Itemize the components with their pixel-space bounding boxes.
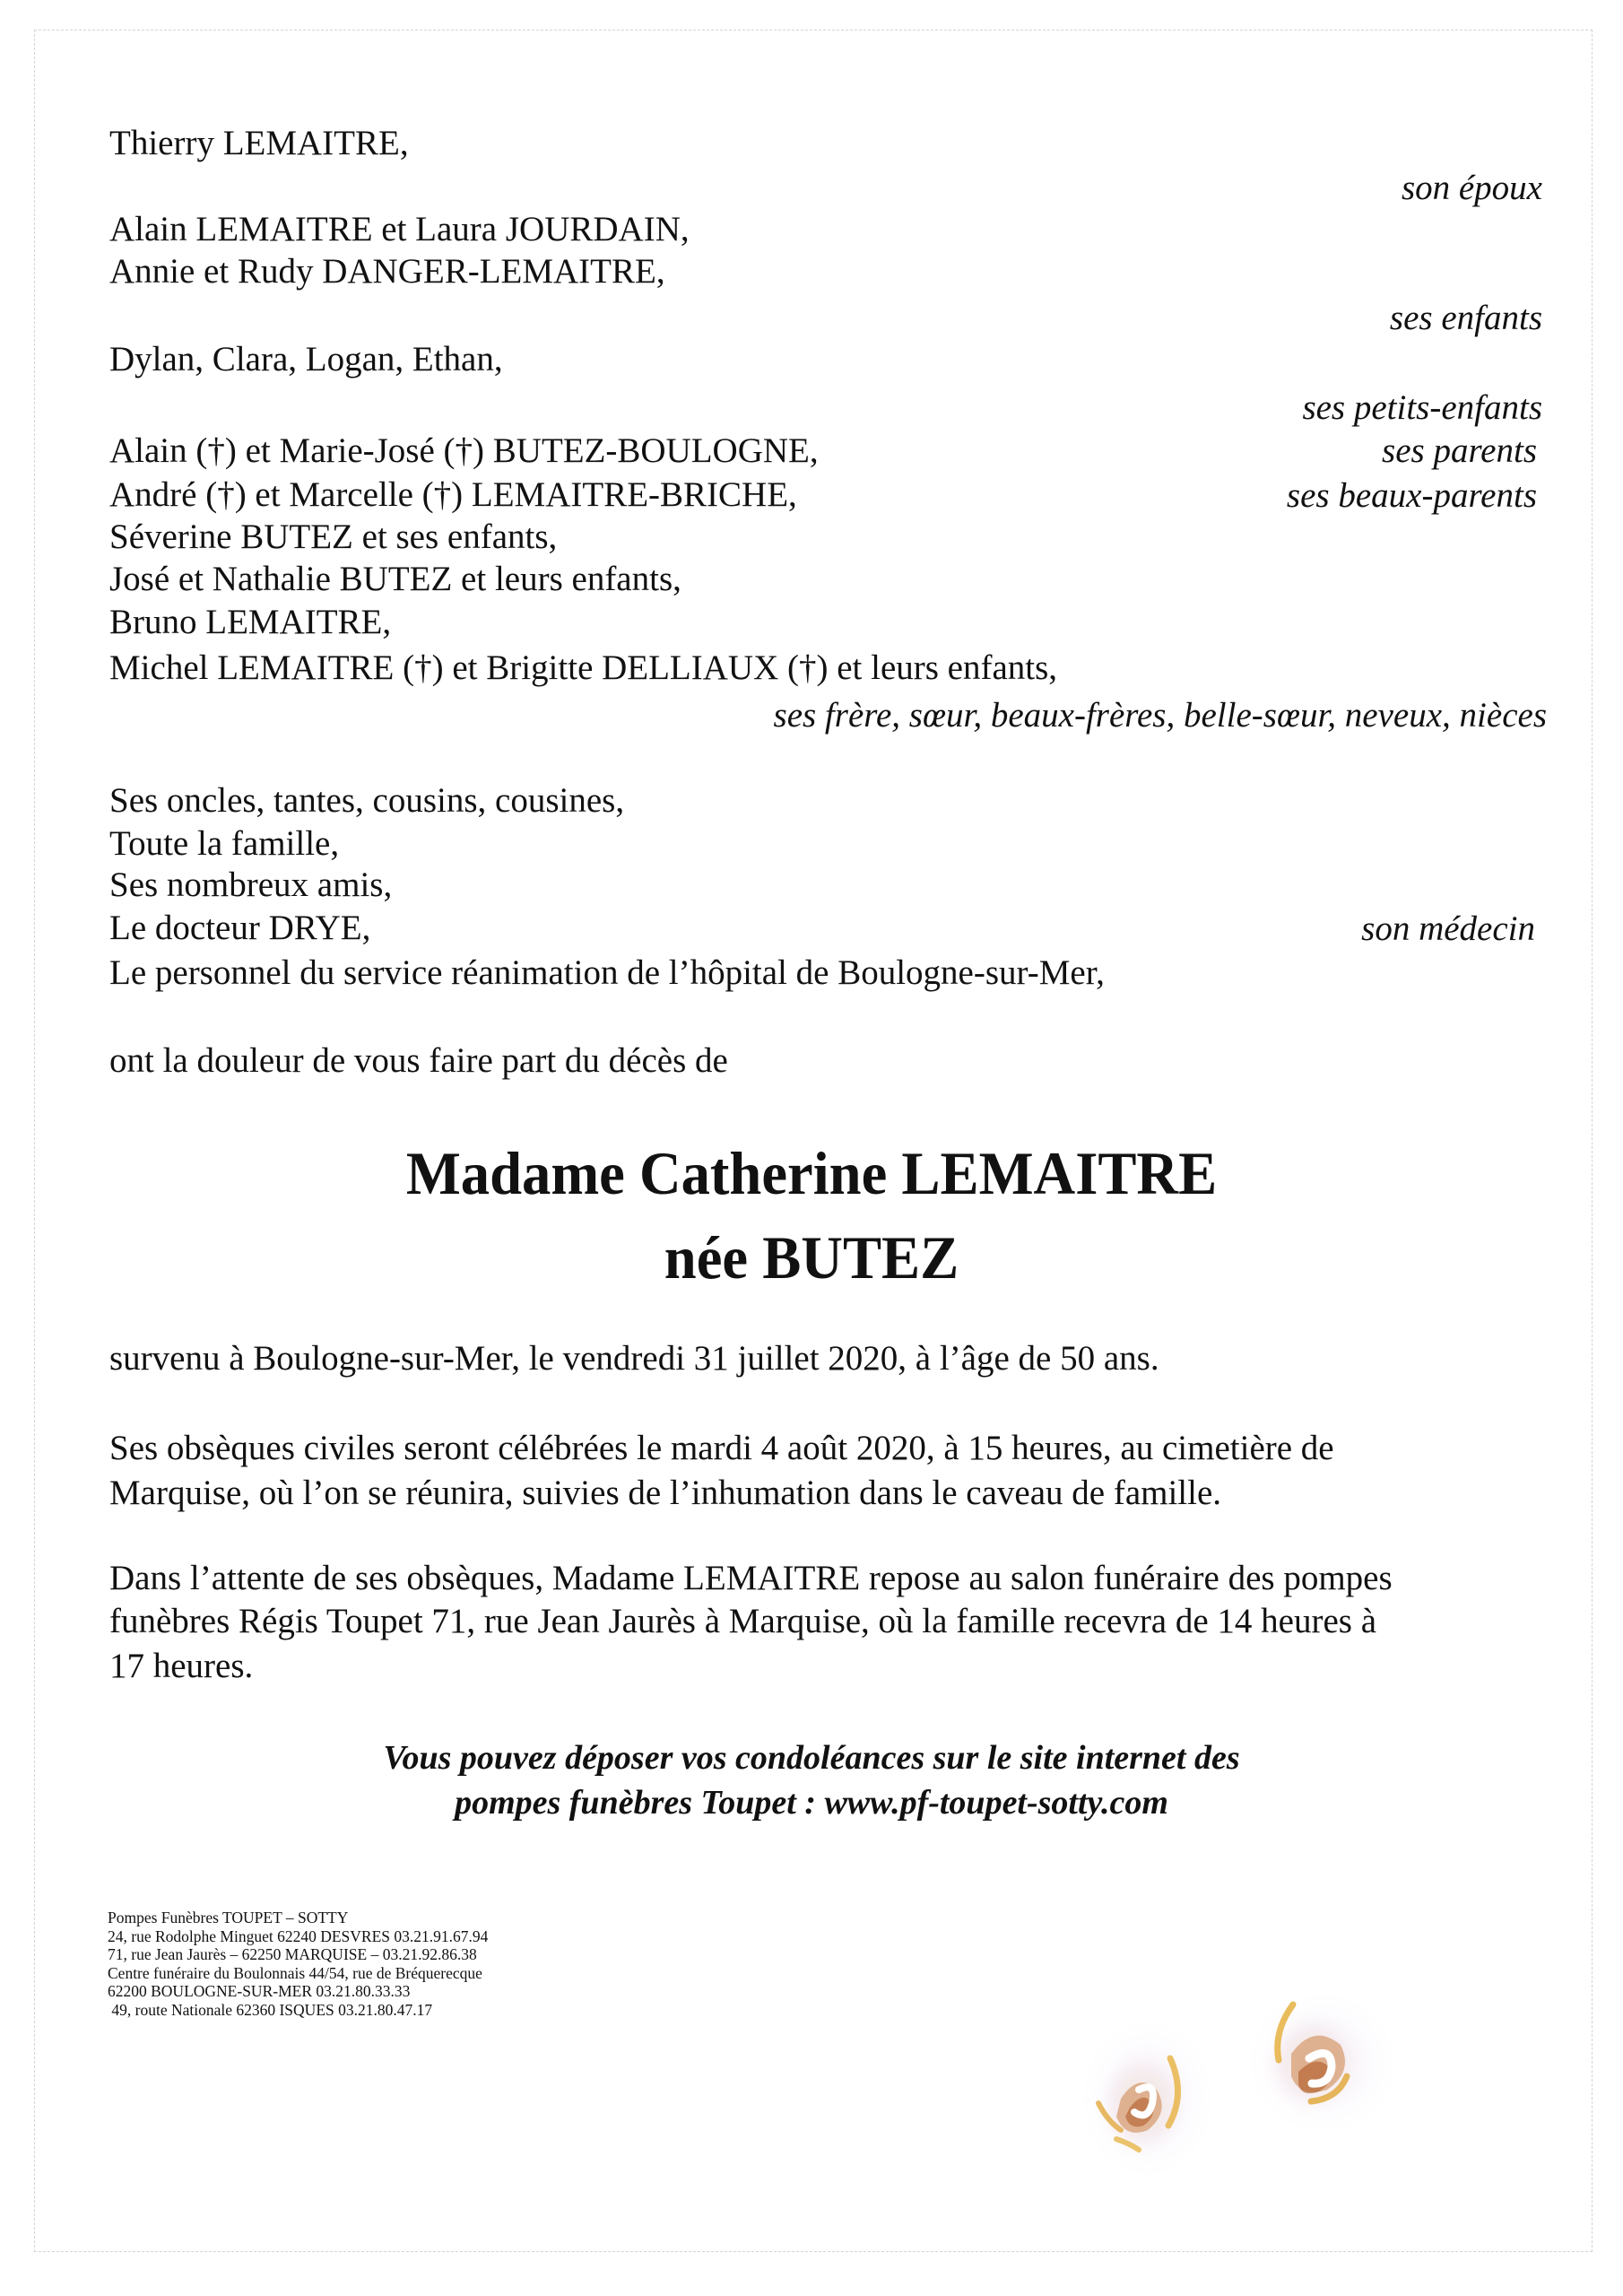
funeral-home-address-block bbox=[108, 1909, 488, 2019]
deceased-maiden-name: née BUTEZ bbox=[664, 1223, 959, 1292]
family-name-line: Annie et Rudy DANGER-LEMAITRE, bbox=[109, 252, 665, 291]
footer-line: 71, rue Jean Jaurès – 62250 MARQUISE – 03.21.92.86.38 bbox=[108, 1945, 477, 1963]
footer-line: 49, route Nationale 62360 ISQUES 03.21.80.47.17 bbox=[108, 2000, 433, 2019]
orchid-flower-left bbox=[1076, 2013, 1219, 2184]
footer-line: Centre funéraire du Boulonnais 44/54, rue de Bréquerecque bbox=[108, 1963, 482, 1982]
others-line: Le personnel du service réanimation de l’hôpital de Boulogne-sur-Mer, bbox=[109, 953, 1105, 992]
family-name-line: Dylan, Clara, Logan, Ethan, bbox=[109, 340, 503, 378]
others-line: Ses oncles, tantes, cousins, cousines, bbox=[109, 781, 625, 820]
others-line: Ses nombreux amis, bbox=[109, 865, 393, 904]
orchid-flower-right bbox=[1242, 1991, 1403, 2139]
orchid-flowers-icon bbox=[1058, 1991, 1560, 2242]
viewing-line: funèbres Régis Toupet 71, rue Jean Jaurès à Marquise, où la famille recevra de 14 heures à bbox=[109, 1602, 1377, 1640]
footer-line: Pompes Funèbres TOUPET – SOTTY bbox=[108, 1909, 349, 1926]
family-name-line: Alain LEMAITRE et Laura JOURDAIN, bbox=[109, 210, 690, 248]
family-name-line: Michel LEMAITRE (†) et Brigitte DELLIAUX (†) et leurs enfants, bbox=[109, 648, 1058, 687]
family-name-line: André (†) et Marcelle (†) LEMAITRE-BRICHE, bbox=[109, 475, 797, 514]
condolences-line: Vous pouvez déposer vos condoléances sur le site internet des bbox=[383, 1739, 1240, 1777]
relation-label: ses beaux-parents bbox=[1286, 476, 1537, 515]
relation-label: ses petits-enfants bbox=[1302, 388, 1542, 427]
viewing-line: Dans l’attente de ses obsèques, Madame LEMAITRE repose au salon funéraire des pompes bbox=[109, 1559, 1393, 1597]
family-name-line: Séverine BUTEZ et ses enfants, bbox=[109, 517, 558, 556]
family-name-line: Thierry LEMAITRE, bbox=[109, 124, 409, 162]
others-line: Toute la famille, bbox=[109, 824, 340, 863]
footer-line: 24, rue Rodolphe Minguet 62240 DESVRES 03.21.91.67.94 bbox=[108, 1926, 489, 1945]
death-info: survenu à Boulogne-sur-Mer, le vendredi 31 juillet 2020, à l’âge de 50 ans. bbox=[109, 1339, 1159, 1378]
relation-label: son médecin bbox=[1361, 909, 1535, 948]
relation-label: ses frère, sœur, beaux-frères, belle-sœur, neveux, nièces bbox=[773, 696, 1547, 735]
viewing-line: 17 heures. bbox=[109, 1647, 254, 1685]
deceased-name: Madame Catherine LEMAITRE bbox=[405, 1139, 1218, 1207]
relation-label: ses enfants bbox=[1389, 299, 1542, 337]
funeral-line: Ses obsèques civiles seront célébrées le mardi 4 août 2020, à 15 heures, au cimetière de bbox=[109, 1429, 1334, 1467]
family-name-line: José et Nathalie BUTEZ et leurs enfants, bbox=[109, 560, 681, 598]
condolences-link-line[interactable]: pompes funèbres Toupet : www.pf-toupet-sotty.com bbox=[455, 1784, 1168, 1822]
others-line: Le docteur DRYE, bbox=[109, 909, 371, 947]
relation-label: ses parents bbox=[1382, 431, 1537, 470]
family-name-line: Bruno LEMAITRE, bbox=[109, 603, 392, 641]
footer-line: 62200 BOULOGNE-SUR-MER 03.21.80.33.33 bbox=[108, 1982, 411, 2000]
family-name-line: Alain (†) et Marie-José (†) BUTEZ-BOULOGNE, bbox=[109, 431, 819, 470]
funeral-line: Marquise, où l’on se réunira, suivies de l’inhumation dans le caveau de famille. bbox=[109, 1474, 1222, 1512]
announcement-text: ont la douleur de vous faire part du décès de bbox=[109, 1041, 728, 1080]
relation-label: son époux bbox=[1401, 169, 1542, 207]
